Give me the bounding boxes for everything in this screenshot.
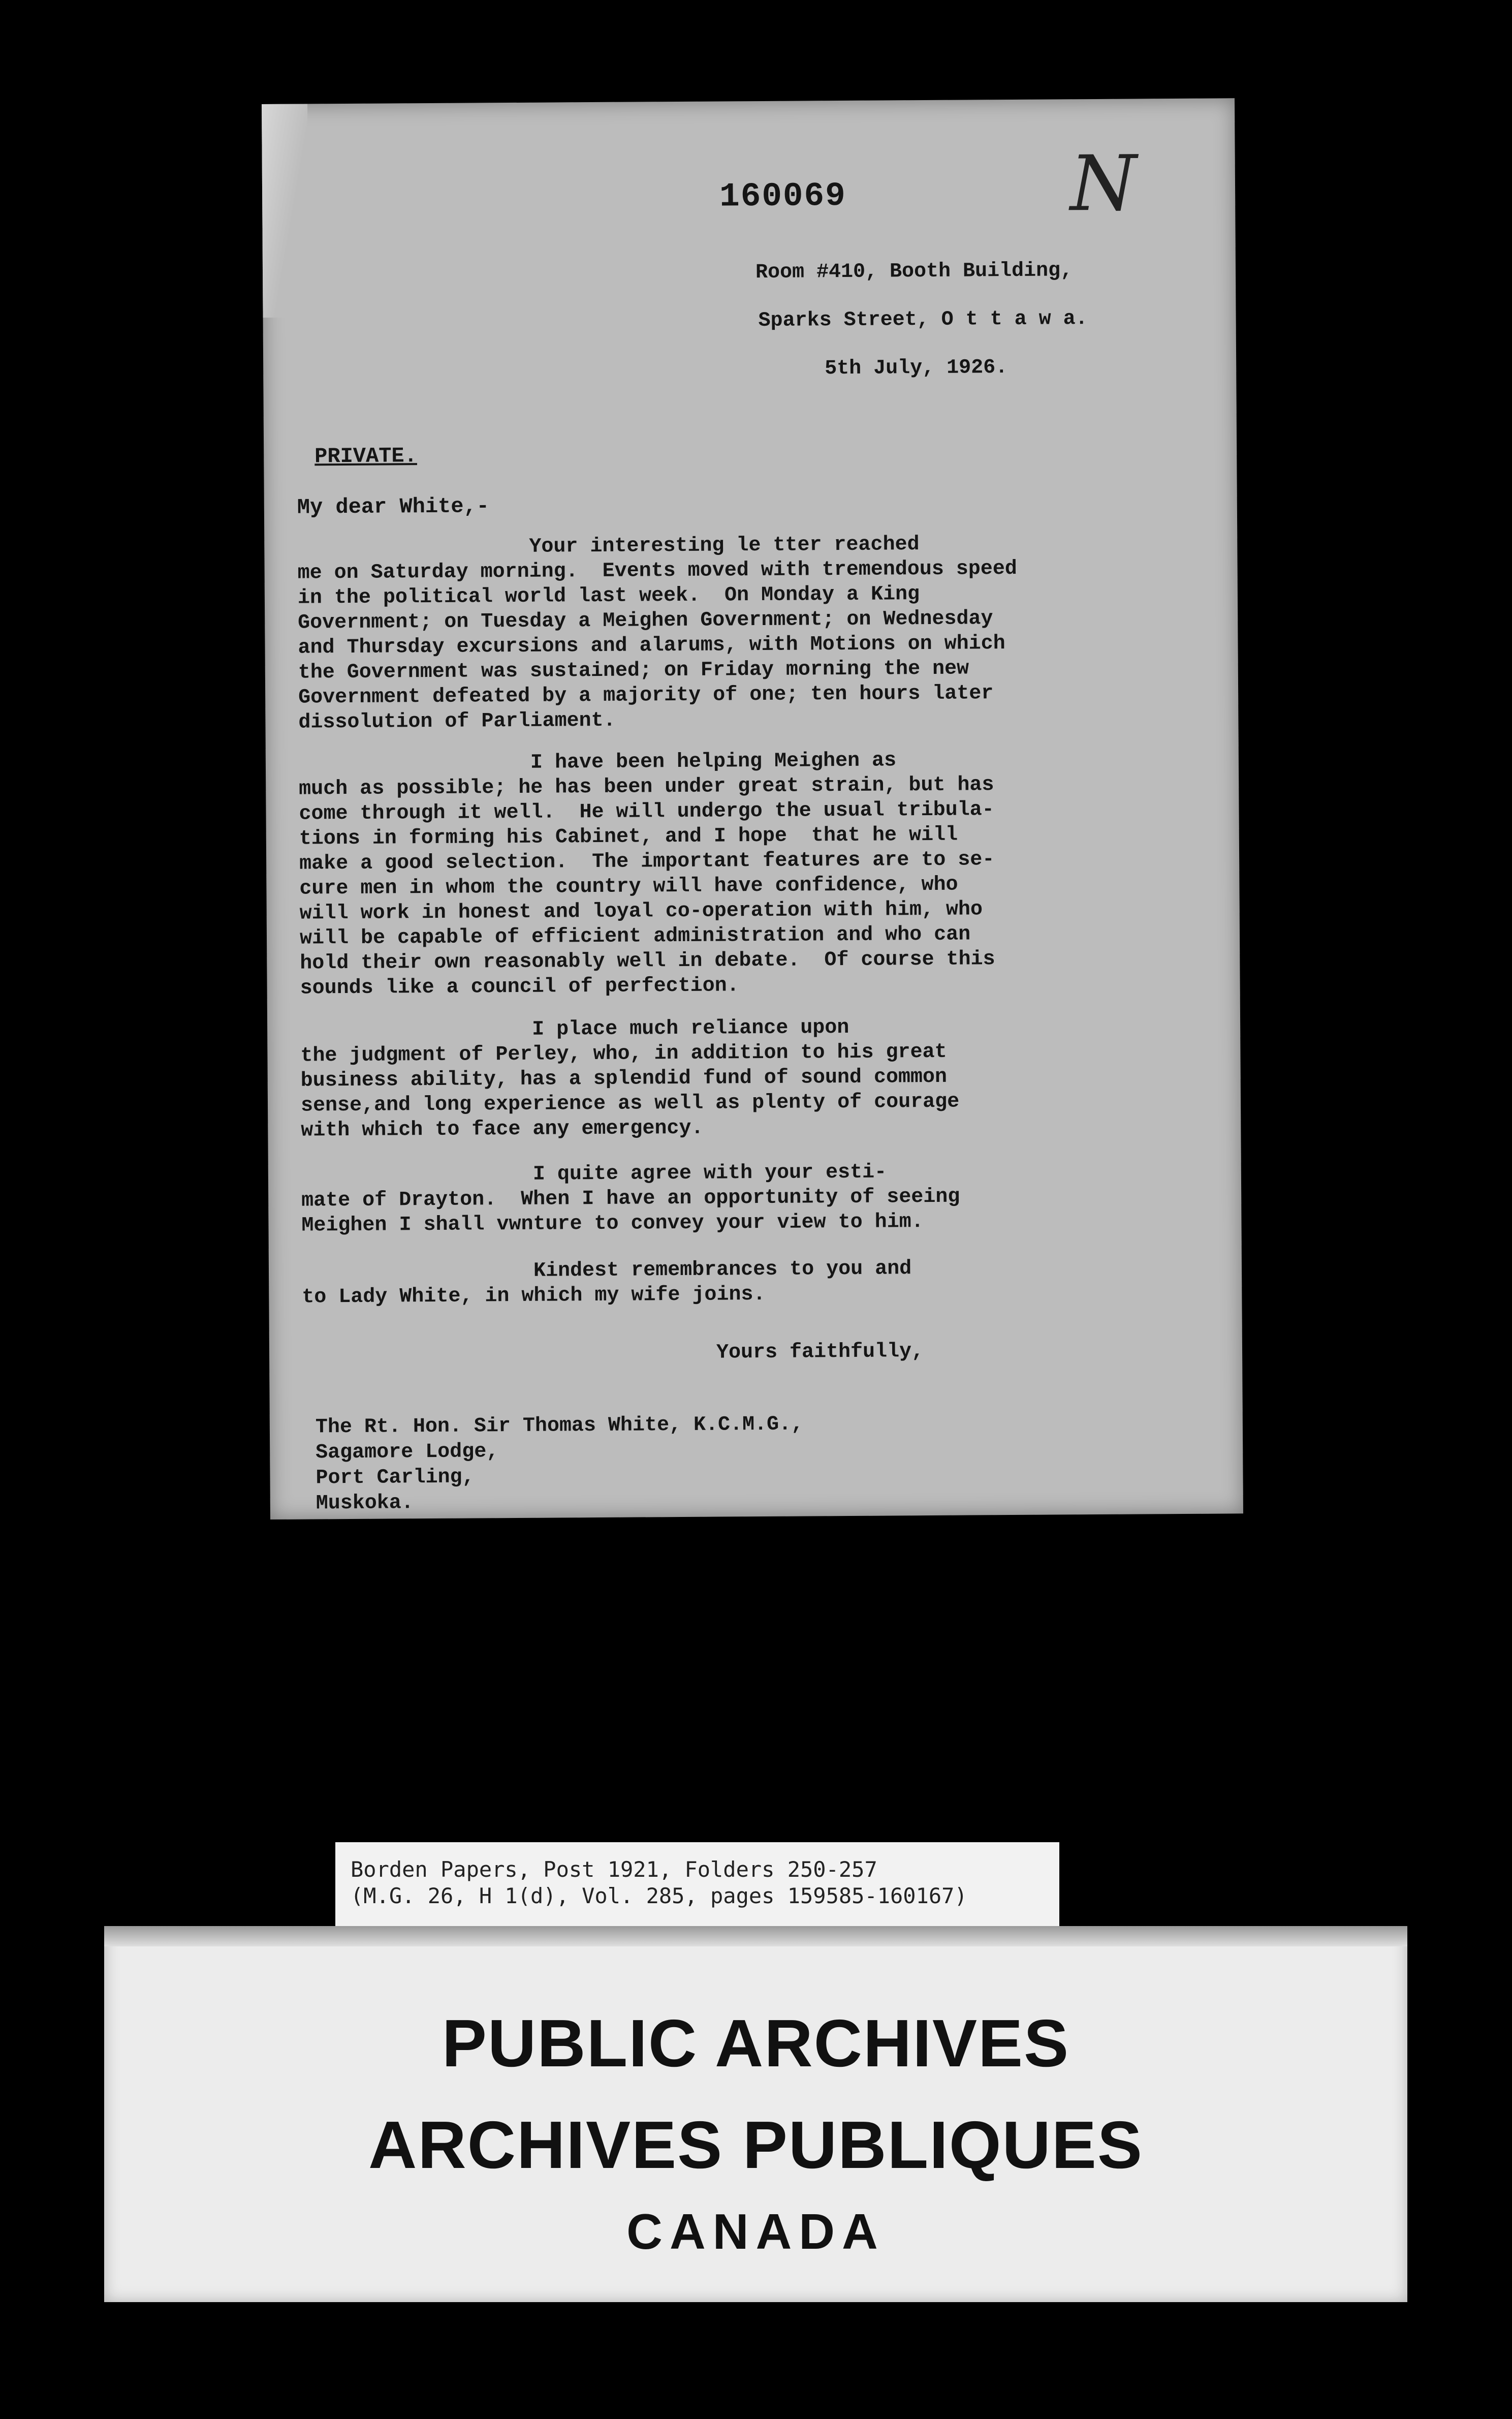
letter-date: 5th July, 1926.: [825, 356, 1008, 381]
paragraph-line: Kindest remembrances to you and: [301, 1257, 912, 1284]
paragraph-line: come through it well. He will undergo the usual tribula-: [299, 798, 994, 826]
paragraph-line: the Government was sustained; on Friday morning the new: [298, 657, 969, 685]
closing: Yours faithfully,: [716, 1340, 924, 1364]
archive-country: CANADA: [626, 2204, 885, 2259]
paragraph-line: business ability, has a splendid fund of sound common: [300, 1065, 948, 1093]
torn-corner: [262, 104, 309, 318]
paragraph-line: Government defeated by a majority of one; ten hours later: [298, 682, 994, 709]
paragraph-line: and Thursday excursions and alarums, with Motions on which: [298, 632, 1005, 660]
paragraph-1: [297, 531, 1213, 735]
paragraph-line: me on Saturday morning. Events moved with tremendous speed: [297, 557, 1017, 585]
paragraph-line: sounds like a council of perfection.: [300, 974, 739, 1000]
handwritten-initial: N: [1069, 139, 1137, 229]
recipient-line: Muskoka.: [316, 1492, 414, 1515]
recipient-line: Sagamore Lodge,: [316, 1440, 499, 1465]
paragraph-line: make a good selection. The important features are to se-: [299, 848, 995, 876]
card-tape-strip: [104, 1926, 1407, 1946]
recipient-address: [316, 1412, 804, 1517]
paragraph-line: sense,and long experience as well as plenty of courage: [300, 1090, 960, 1118]
paragraph-4: [301, 1158, 1216, 1238]
paragraph-line: I have been helping Meighen as: [298, 749, 897, 776]
private-label: PRIVATE.: [314, 444, 418, 469]
paragraph-line: Government; on Tuesday a Meighen Government; on Wednesday: [298, 607, 993, 635]
paragraph-line: hold their own reasonably well in debate. Of course this: [300, 948, 995, 975]
archive-card: [104, 1926, 1407, 2302]
paragraph-line: in the political world last week. On Monday a King: [297, 583, 920, 610]
recipient-line: The Rt. Hon. Sir Thomas White, K.C.M.G.,: [315, 1413, 804, 1439]
paragraph-line: cure men in whom the country will have confidence, who: [299, 873, 958, 901]
address-line-1: Room #410, Booth Building,: [755, 259, 1073, 285]
paragraph-line: I place much reliance upon: [300, 1016, 849, 1043]
paragraph-line: will work in honest and loyal co-operation with him, who: [299, 898, 983, 925]
paragraph-line: to Lady White, in which my wife joins.: [302, 1283, 766, 1309]
paragraph-line: much as possible; he has been under great strain, but has: [299, 773, 994, 801]
paragraph-line: tions in forming his Cabinet, and I hope that he will: [299, 823, 958, 851]
paragraph-3: [300, 1013, 1215, 1143]
paragraph-line: Meighen I shall vwnture to convey your view to him.: [301, 1211, 924, 1237]
archive-title-fr: ARCHIVES PUBLIQUES: [368, 2107, 1143, 2182]
address-line-2: Sparks Street, O t t a w a.: [758, 307, 1088, 333]
paragraph-line: Your interesting le tter reached: [297, 533, 920, 560]
source-citation-label: [335, 1842, 1059, 1929]
salutation: My dear White,-: [297, 494, 490, 520]
letter-sheet: [262, 98, 1243, 1519]
paragraph-5: [302, 1255, 1217, 1310]
paragraph-line: will be capable of efficient administration and who can: [299, 923, 971, 950]
recipient-line: Port Carling,: [316, 1466, 475, 1490]
paragraph-line: I quite agree with your esti-: [301, 1161, 887, 1188]
citation-line-1: Borden Papers, Post 1921, Folders 250-257: [351, 1857, 877, 1882]
document-number: 160069: [719, 176, 846, 216]
citation-line-2: (M.G. 26, H 1(d), Vol. 285, pages 159585-160167): [351, 1883, 967, 1908]
paragraph-line: with which to face any emergency.: [301, 1117, 704, 1142]
paragraph-2: [299, 747, 1215, 1001]
paragraph-line: dissolution of Parliament.: [298, 709, 616, 734]
paragraph-line: mate of Drayton. When I have an opportunity of seeing: [301, 1185, 960, 1213]
archive-title-en: PUBLIC ARCHIVES: [442, 2006, 1070, 2081]
paragraph-line: the judgment of Perley, who, in addition to his great: [300, 1040, 947, 1068]
